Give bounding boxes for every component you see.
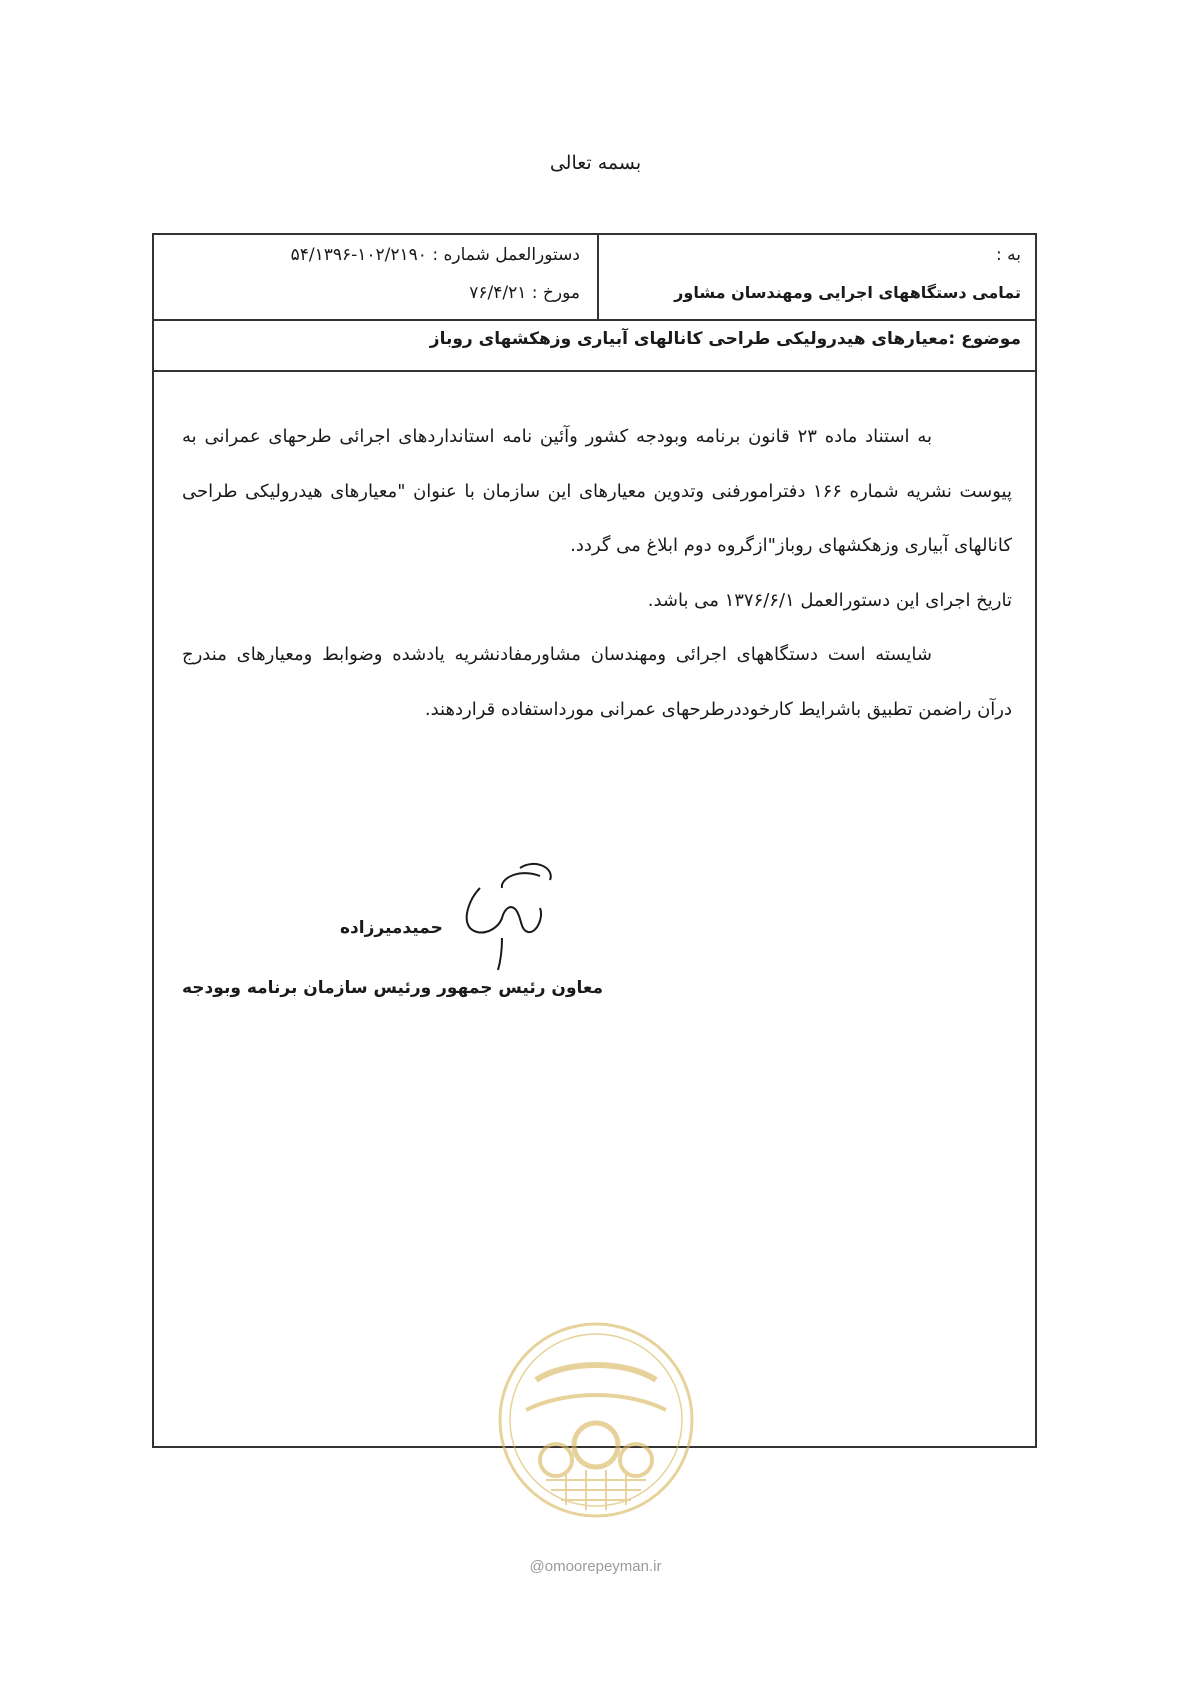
order-number: دستورالعمل شماره : ۱۰۲/۲۱۹۰-۵۴/۱۳۹۶ <box>290 245 580 265</box>
recipient-value: تمامی دستگاههای اجرایی ومهندسان مشاور <box>674 283 1021 302</box>
header-table <box>152 233 1037 372</box>
body-paragraph-3: شایسته است دستگاههای اجرائی ومهندسان مشاورمفادنشریه یادشده وضوابط ومعیارهای مندرج درآن راضمن تطبیق باشرایط کارخوددرطرحهای عمرانی مورداستفاده قراردهند. <box>182 644 1012 720</box>
header-row-divider <box>154 319 1035 321</box>
body-paragraph-1: به استناد ماده ۲۳ قانون برنامه وبودجه کشور وآئین نامه استانداردهای اجرائی طرحهای عمرانی به پیوست نشریه شماره ۱۶۶ دفترامورفنی وتدوین معیارهای این سازمان با عنوان "معیارهای هیدرولیکی طراحی کانالهای آبیاری وزهکشهای روباز"ازگروه دوم ابلاغ می گردد. <box>182 426 1012 556</box>
invocation-heading: بسمه تعالی <box>549 152 642 174</box>
seal-watermark-logo <box>496 1320 696 1520</box>
handwritten-signature <box>440 858 570 978</box>
letter-body <box>182 410 1012 737</box>
signer-title: معاون رئیس جمهور ورئیس سازمان برنامه وبودجه <box>182 978 604 998</box>
order-date: مورخ : ۷۶/۴/۲۱ <box>469 283 580 303</box>
signer-name: حمیدمیرزاده <box>340 918 443 938</box>
watermark-url: @omoorepeyman.ir <box>529 1558 662 1575</box>
header-column-divider <box>597 235 599 319</box>
body-paragraph-2: تاریخ اجرای این دستورالعمل ۱۳۷۶/۶/۱ می باشد. <box>647 589 1012 611</box>
subject-line: موضوع :معیارهای هیدرولیکی طراحی کانالهای آبیاری وزهکشهای روباز <box>429 329 1021 349</box>
recipient-label: به : <box>996 245 1021 265</box>
